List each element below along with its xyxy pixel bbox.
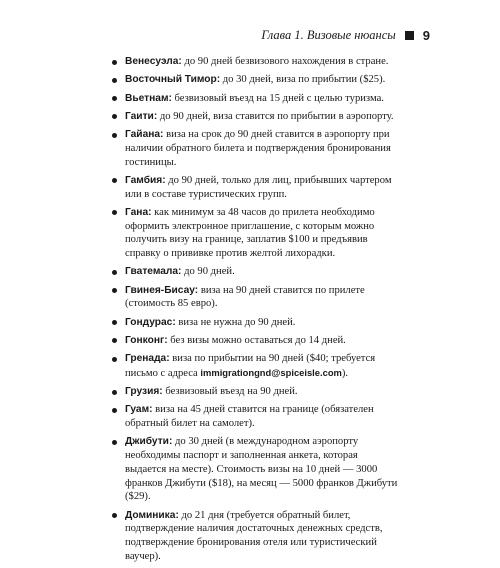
- entry-text: виза не нужна до 90 дней.: [175, 316, 296, 328]
- list-item: [112, 316, 398, 330]
- entry-term: Вьетнам:: [125, 92, 172, 104]
- list-item: [112, 55, 398, 69]
- bullet-icon: [112, 513, 117, 518]
- email-address: immigrationgnd@spiceisle.com: [200, 366, 342, 378]
- entry-text: до 30 дней, виза по прибытии ($25).: [220, 74, 386, 86]
- entry-term: Доминика:: [125, 509, 179, 521]
- entry-term: Гондурас:: [125, 316, 176, 328]
- entry-term: Венесуэла:: [125, 56, 182, 67]
- bullet-icon: [112, 78, 117, 83]
- bullet-icon: [112, 96, 117, 101]
- bullet-icon: [112, 320, 117, 325]
- list-item: [112, 92, 398, 106]
- entry-text: до 90 дней, виза ставится по прибытии в аэропорту.: [157, 110, 394, 122]
- entry-term: Грузия:: [125, 386, 163, 398]
- chapter-title: Глава 1. Визовые нюансы: [261, 28, 396, 42]
- list-item: [112, 73, 398, 87]
- bullet-icon: [112, 210, 117, 215]
- entry-text-after: ).: [341, 367, 349, 379]
- entry-text: виза по прибытии на 90 дней ($40; требуется письмо с адреса: [125, 353, 376, 379]
- bullet-icon: [112, 440, 117, 445]
- visa-list: [112, 55, 398, 568]
- entry-term: Гватемала:: [125, 266, 182, 278]
- list-item: [112, 174, 398, 201]
- entry-text: безвизовый въезд на 15 дней с целью туризма.: [171, 92, 384, 104]
- entry-term: Гонконг:: [125, 334, 168, 346]
- entry-text: безвизовый въезд на 90 дней.: [162, 386, 298, 398]
- entry-term: Гамбия:: [125, 174, 166, 186]
- bullet-icon: [112, 357, 117, 362]
- entry-text: виза на срок до 90 дней ставится в аэропорту при наличии обратного билета и подтверждения бронирования гостиницы.: [125, 129, 391, 168]
- entry-term: Гвинея-Бисау:: [125, 284, 199, 296]
- bullet-icon: [112, 270, 117, 275]
- entry-term: Восточный Тимор:: [125, 74, 221, 86]
- entry-term: Гуам:: [125, 404, 153, 416]
- entry-text: виза на 90 дней ставится по прилете (стоимость 85 евро).: [125, 284, 365, 310]
- entry-text: до 90 дней.: [181, 266, 235, 278]
- list-item: [112, 206, 398, 261]
- list-item: [112, 334, 398, 348]
- entry-text: до 90 дней безвизового нахождения в стране.: [181, 56, 389, 67]
- bullet-icon: [112, 114, 117, 119]
- square-icon: [405, 31, 414, 40]
- entry-term: Гана:: [125, 206, 152, 218]
- list-item: [112, 128, 398, 169]
- entry-text: до 21 дня (требуется обратный билет, подтверждение наличия достаточных денежных средств, подтверждение бронирования отеля или туристический ваучер).: [125, 509, 383, 562]
- list-item: [112, 265, 398, 279]
- entry-text: как минимум за 48 часов до прилета необходимо оформить электронное приглашение, с которым можно получить визу на границе, заплатив $100 и предъявив справку о прививке против желтой лихорадки.: [125, 206, 375, 259]
- bullet-icon: [112, 133, 117, 138]
- bullet-icon: [112, 288, 117, 293]
- list-item: [112, 435, 398, 504]
- bullet-icon: [112, 60, 117, 65]
- bullet-icon: [112, 178, 117, 183]
- bullet-icon: [112, 338, 117, 343]
- list-item: [112, 403, 398, 430]
- list-item: [112, 110, 398, 124]
- entry-term: Гайана:: [125, 129, 164, 141]
- entry-text: до 90 дней, только для лиц, прибывших чартером или в составе туристических групп.: [125, 174, 392, 200]
- entry-term: Гренада:: [125, 353, 170, 365]
- entry-term: Джибути:: [125, 436, 173, 448]
- bullet-icon: [112, 408, 117, 413]
- bullet-icon: [112, 390, 117, 395]
- list-item: [112, 385, 398, 399]
- entry-text: виза на 45 дней ставится на границе (обязателен обратный билет на самолет).: [125, 404, 374, 430]
- entry-text: до 30 дней (в международном аэропорту необходимы паспорт и заполненная анкета, которая выдается на месте). Стоимость визы на 10 дней — 3000 франков Джибути ($18), на месяц — 5000 франков Джибути ($29).: [125, 436, 398, 503]
- list-item: [112, 352, 398, 380]
- running-header: [261, 28, 430, 43]
- list-item: [112, 284, 398, 311]
- page-number: 9: [422, 28, 430, 43]
- entry-text: без визы можно оставаться до 14 дней.: [167, 334, 346, 346]
- entry-term: Гаити:: [125, 110, 158, 122]
- list-item: [112, 509, 398, 564]
